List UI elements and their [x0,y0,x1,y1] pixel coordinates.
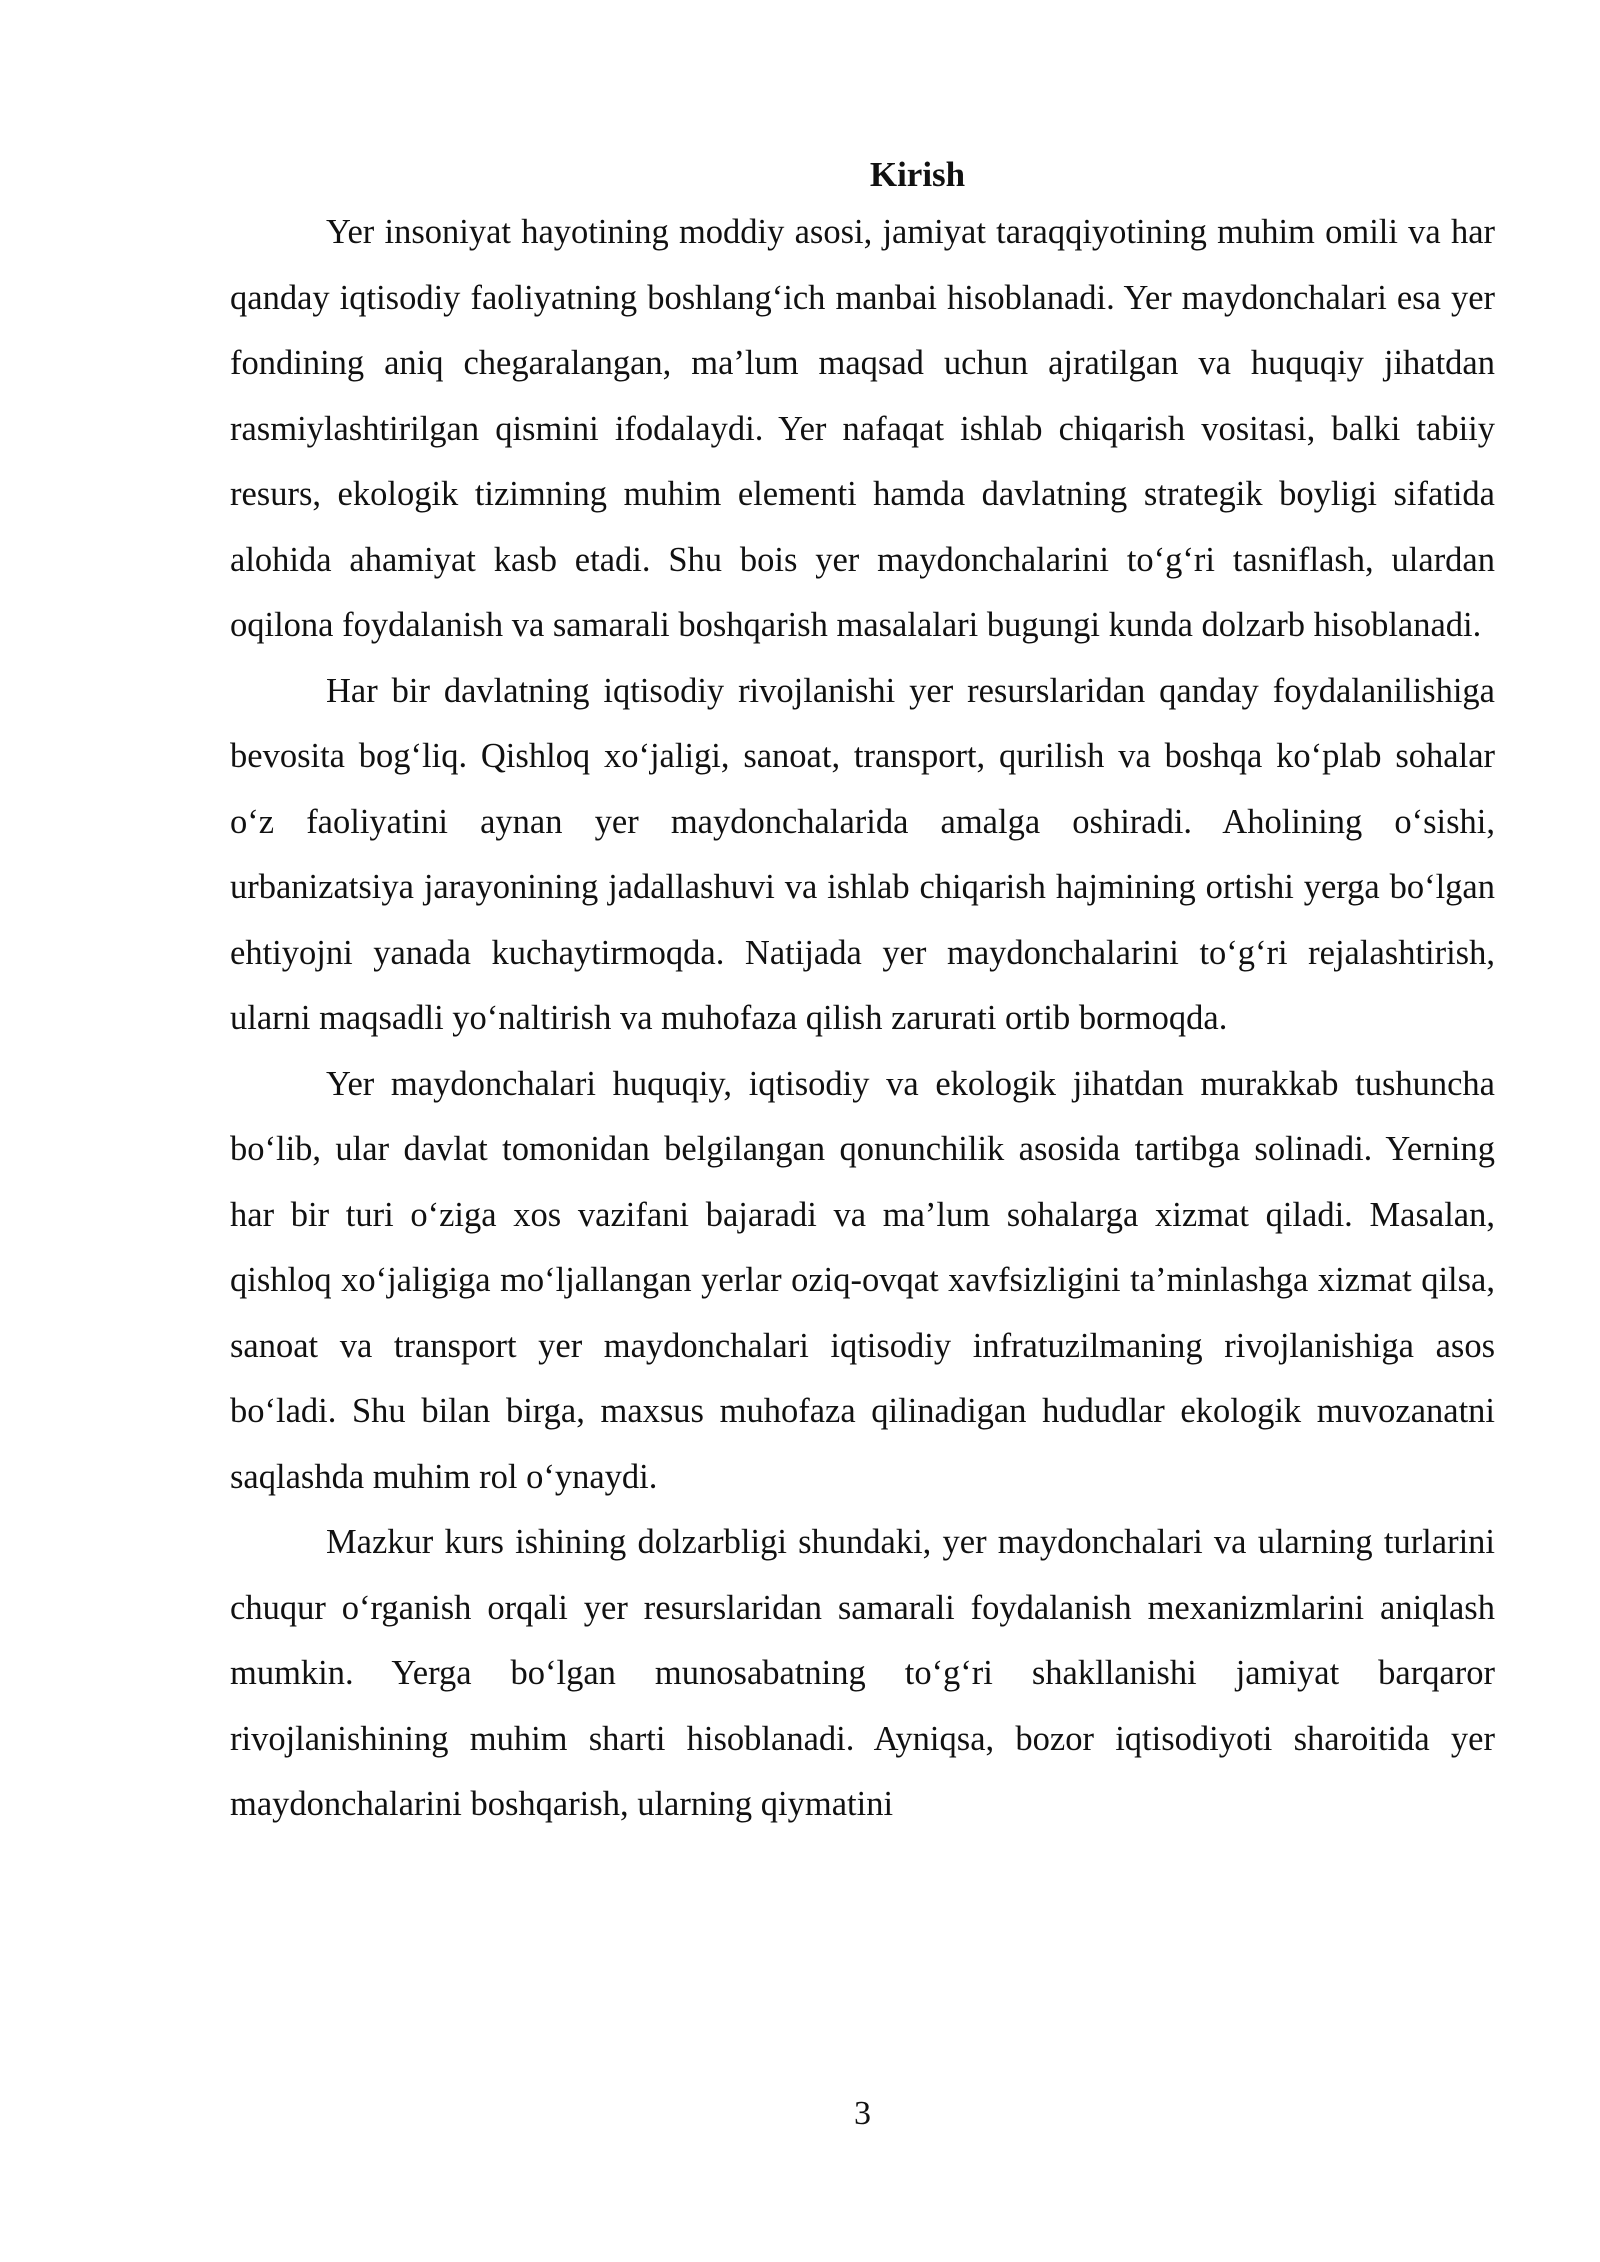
paragraph-3: Yer maydonchalari huquqiy, iqtisodiy va ekologik jihatdan murakkab tushuncha bo‘lib, ular davlat tomonidan belgilangan qonunchilik asosida tartibga solinadi. Yerning har bir turi o‘ziga xos vazifani bajaradi va ma’lum sohalarga xizmat qiladi. Masalan, qishloq xo‘jaligiga mo‘ljallangan yerlar oziq-ovqat xavfsizligini ta’minlashga xizmat qilsa, sanoat va transport yer maydonchalari iqtisodiy infratuzilmaning rivojlanishiga asos bo‘ladi. Shu bilan birga, maxsus muhofaza qilinadigan hududlar ekologik muvozanatni saqlashda muhim rol o‘ynaydi. [230,1064,1495,1496]
page-number-container [0,2094,1600,2134]
section-title: Kirish [869,155,966,194]
paragraph-4: Mazkur kurs ishining dolzarbligi shundaki, yer maydonchalari va ularning turlarini chuqur o‘rganish orqali yer resurslaridan samarali foydalanish mexanizmlarini aniqlash mumkin. Yerga bo‘lgan munosabatning to‘g‘ri shakllanishi jamiyat barqaror rivojlanishining muhim sharti hisoblanadi. Ayniqsa, bozor iqtisodiyoti sharoitida yer maydonchalarini boshqarish, ularning qiymatini [230,1523,1495,1823]
document-body [230,150,1495,1838]
paragraph-2: Har bir davlatning iqtisodiy rivojlanishi yer resurslaridan qanday foydalanilishiga bevosita bog‘liq. Qishloq xo‘jaligi, sanoat, transport, qurilish va boshqa ko‘plab sohalar o‘z faoliyatini aynan yer maydonchalarida amalga oshiradi. Aholining o‘sishi, urbanizatsiya jarayonining jadallashuvi va ishlab chiqarish hajmining ortishi yerga bo‘lgan ehtiyojni yanada kuchaytirmoqda. Natijada yer maydonchalarini to‘g‘ri rejalashtirish, ularni maqsadli yo‘naltirish va muhofaza qilish zarurati ortib bormoqda. [230,671,1495,1037]
page-number: 3 [854,2095,871,2132]
paragraph-1: Yer insoniyat hayotining moddiy asosi, jamiyat taraqqiyotining muhim omili va har qanday iqtisodiy faoliyatning boshlang‘ich manbai hisoblanadi. Yer maydonchalari esa yer fondining aniq chegaralangan, ma’lum maqsad uchun ajratilgan va huquqiy jihatdan rasmiylashtirilgan qismini ifodalaydi. Yer nafaqat ishlab chiqarish vositasi, balki tabiiy resurs, ekologik tizimning muhim elementi hamda davlatning strategik boyligi sifatida alohida ahamiyat kasb etadi. Shu bois yer maydonchalarini to‘g‘ri tasniflash, ulardan oqilona foydalanish va samarali boshqarish masalalari bugungi kunda dolzarb hisoblanadi. [230,213,1495,644]
